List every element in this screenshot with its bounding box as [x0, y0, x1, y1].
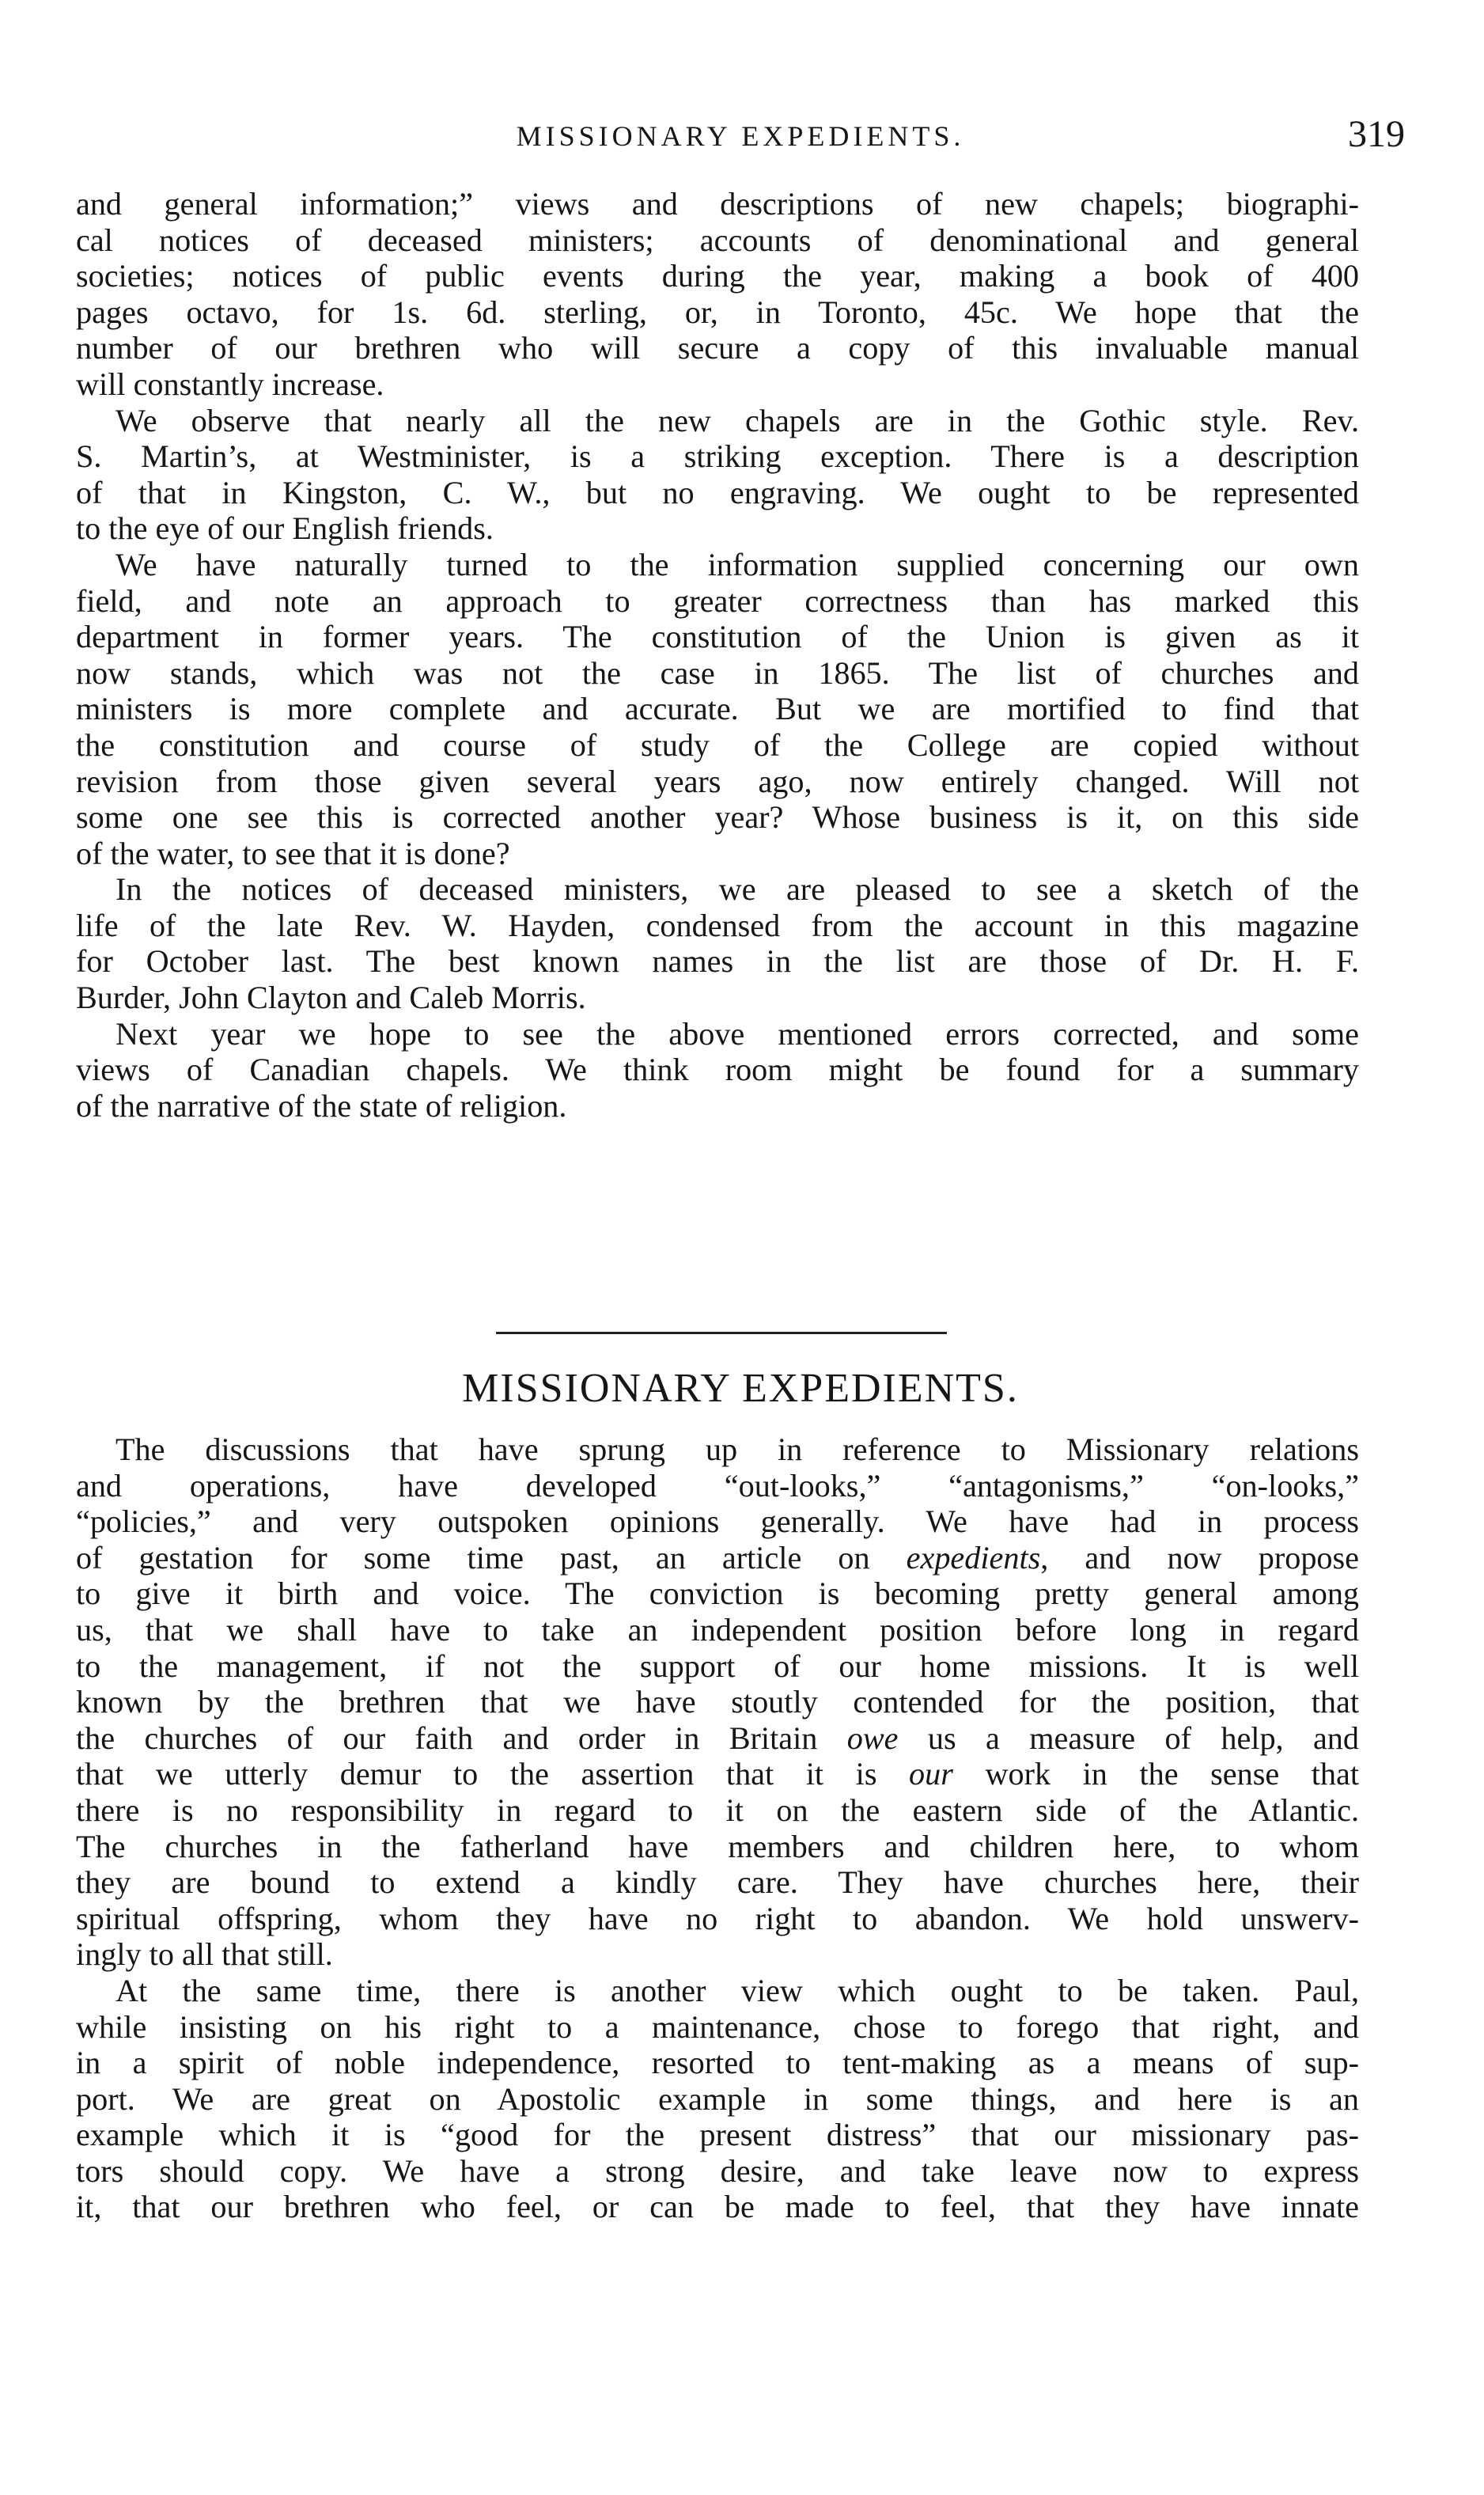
- text-fragment: that we utterly demur to the assertion that it is: [76, 1756, 910, 1792]
- text-line: it, that our brethren who feel, or can be made to feel, that they have innate: [76, 2189, 1359, 2225]
- text-line: life of the late Rev. W. Hayden, condensed from the account in this magazine: [76, 907, 1359, 943]
- text-line: views of Canadian chapels. We think room might be found for a summary: [76, 1052, 1359, 1088]
- section-title: MISSIONARY EXPEDIENTS.: [462, 1366, 1019, 1411]
- text-line: to the management, if not the support of our home missions. It is well: [76, 1648, 1359, 1684]
- text-line: of the narrative of the state of religion.: [76, 1087, 567, 1124]
- text-line: Burder, John Clayton and Caleb Morris.: [76, 980, 586, 1016]
- text-line: department in former years. The constitution of the Union is given as it: [76, 619, 1359, 655]
- text-line: while insisting on his right to a maintenance, chose to forego that right, and: [76, 2008, 1359, 2045]
- text-line: will constantly increase.: [76, 366, 384, 402]
- text-line: number of our brethren who will secure a copy of this invaluable manual: [76, 330, 1359, 366]
- text-line: known by the brethren that we have stoutly contended for the position, that: [76, 1684, 1359, 1720]
- text-fragment: , and now propose: [1040, 1539, 1360, 1575]
- text-line: us, that we shall have to take an independent position before long in regard: [76, 1611, 1359, 1648]
- text-line: We have naturally turned to the information supplied concerning our own: [115, 546, 1359, 582]
- italic-word: our: [909, 1756, 953, 1792]
- text-line: The churches in the fatherland have members and children here, to whom: [76, 1828, 1359, 1864]
- text-line: they are bound to extend a kindly care. They have churches here, their: [76, 1864, 1359, 1901]
- page-number: 319: [1348, 113, 1405, 155]
- text-line: for October last. The best known names in the list are those of Dr. H. F.: [76, 943, 1359, 980]
- italic-word: expedients: [906, 1539, 1041, 1575]
- text-line: At the same time, there is another view which ought to be taken. Paul,: [115, 1972, 1359, 2008]
- text-line: Next year we hope to see the above mentioned errors corrected, and some: [115, 1015, 1359, 1052]
- text-fragment: the churches of our faith and order in Britain: [76, 1720, 847, 1756]
- running-head: [76, 113, 1405, 165]
- text-line: ingly to all that still.: [76, 1936, 333, 1973]
- text-line: and general information;” views and descriptions of new chapels; biographi-: [76, 186, 1359, 222]
- article-body: [76, 1431, 1359, 2225]
- text-line: and operations, have developed “out-looks,” “antagonisms,” “on-looks,”: [76, 1467, 1359, 1503]
- text-line: in a spirit of noble independence, resorted to tent-making as a means of sup-: [76, 2045, 1359, 2081]
- text-line: revision from those given several years ago, now entirely changed. Will not: [76, 763, 1359, 799]
- text-line: tors should copy. We have a strong desire, and take leave now to express: [76, 2152, 1359, 2189]
- text-line: of the water, to see that it is done?: [76, 835, 510, 871]
- text-fragment: work in the sense that: [952, 1756, 1360, 1792]
- running-title: MISSIONARY EXPEDIENTS.: [516, 120, 965, 152]
- text-line: We observe that nearly all the new chapels are in the Gothic style. Rev.: [115, 402, 1359, 438]
- text-line: field, and note an approach to greater correctness than has marked this: [76, 582, 1359, 619]
- text-line: to give it birth and voice. The conviction is becoming pretty general among: [76, 1575, 1359, 1612]
- text-fragment: us a measure of help, and: [898, 1720, 1359, 1756]
- section-divider: [496, 1332, 947, 1334]
- text-line: S. Martin’s, at Westminister, is a striking exception. There is a description: [76, 438, 1359, 475]
- text-line: port. We are great on Apostolic example in some things, and here is an: [76, 2080, 1359, 2117]
- text-line: now stands, which was not the case in 1865. The list of churches and: [76, 654, 1359, 691]
- text-line: [76, 1756, 1359, 1792]
- text-line: ministers is more complete and accurate. But we are mortified to find that: [76, 691, 1359, 727]
- text-line: to the eye of our English friends.: [76, 510, 494, 547]
- text-line: spiritual offspring, whom they have no right to abandon. We hold unswerv-: [76, 1900, 1359, 1936]
- text-line: there is no responsibility in regard to it on the eastern side of the Atlantic.: [76, 1792, 1359, 1828]
- text-line: of that in Kingston, C. W., but no engraving. We ought to be represented: [76, 474, 1359, 510]
- text-line: The discussions that have sprung up in reference to Missionary relations: [115, 1431, 1359, 1467]
- text-line: some one see this is corrected another year? Whose business is it, on this side: [76, 799, 1359, 836]
- text-line: the constitution and course of study of the College are copied without: [76, 726, 1359, 763]
- text-line: “policies,” and very outspoken opinions generally. We have had in process: [76, 1503, 1359, 1540]
- text-line: pages octavo, for 1s. 6d. sterling, or, in Toronto, 45c. We hope that the: [76, 294, 1359, 330]
- text-line: [76, 1720, 1359, 1757]
- text-line: cal notices of deceased ministers; accounts of denominational and general: [76, 222, 1359, 258]
- text-line: [76, 1540, 1359, 1576]
- text-fragment: of gestation for some time past, an article on: [76, 1539, 907, 1575]
- text-line: example which it is “good for the present distress” that our missionary pas-: [76, 2117, 1359, 2153]
- italic-word: owe: [846, 1720, 899, 1756]
- continued-article-text: [76, 186, 1359, 1124]
- text-line: societies; notices of public events during the year, making a book of 400: [76, 258, 1359, 294]
- text-line: In the notices of deceased ministers, we are pleased to see a sketch of the: [115, 871, 1359, 908]
